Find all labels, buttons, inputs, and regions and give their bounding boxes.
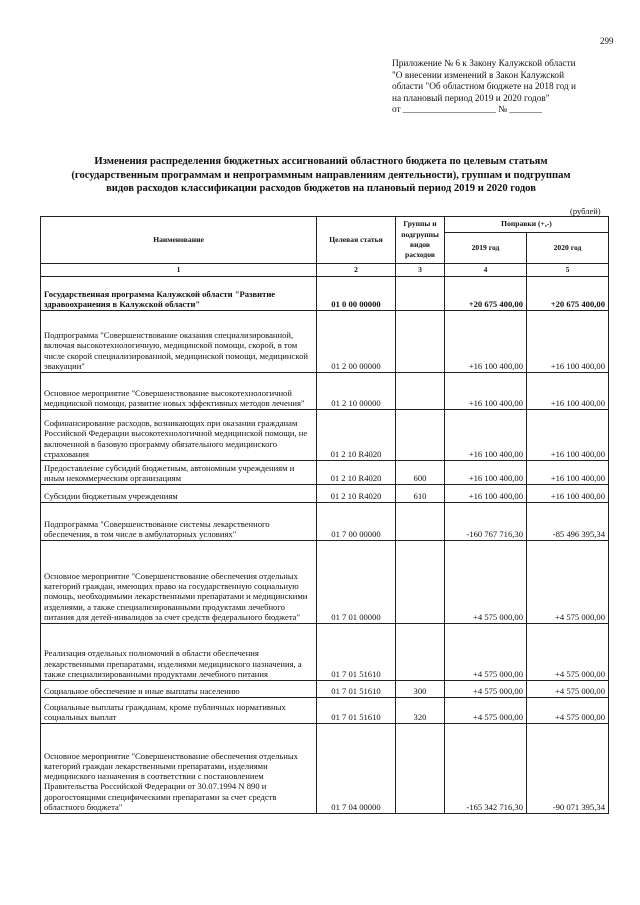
row-expense-group: [396, 277, 445, 311]
row-name: Основное мероприятие "Совершенствование обеспечения отдельных категорий граждан, имеющих право на государственную социальную помощь, необходимыми лекарственными препаратами и медицинскими изделиями, а также специализированными продуктами лечебного питания для детей-инвалидов за счет средств федерального бюджета": [41, 541, 317, 624]
row-expense-group: 300: [396, 681, 445, 698]
title-line: видов расходов классификации расходов бюджетов на плановый период 2019 и 2020 годов: [106, 183, 536, 194]
row-amount-2019: +16 100 400,00: [445, 461, 527, 485]
table-row: [41, 485, 609, 503]
row-amount-2019: -165 342 716,30: [445, 724, 527, 814]
row-expense-group: 610: [396, 485, 445, 503]
row-name: Реализация отдельных полномочий в области обеспечения лекарственными препаратами, изделиями медицинского назначения, а также специализированными продуктами лечебного питания: [41, 624, 317, 681]
row-amount-2020: +16 100 400,00: [527, 461, 609, 485]
appendix-note: [392, 59, 606, 117]
row-target-code: 01 7 01 51610: [317, 624, 396, 681]
row-amount-2020: +4 575 000,00: [527, 624, 609, 681]
row-expense-group: [396, 624, 445, 681]
col-number: 4: [445, 264, 527, 277]
table-row: [41, 698, 609, 724]
appendix-line: от ____________________ № _______: [392, 105, 542, 115]
row-amount-2020: +20 675 400,00: [527, 277, 609, 311]
row-name: Предоставление субсидий бюджетным, автономным учреждениям и иным некоммерческим организациям: [41, 461, 317, 485]
row-target-code: 01 2 10 R4020: [317, 485, 396, 503]
row-name: Субсидии бюджетным учреждениям: [41, 485, 317, 503]
row-amount-2019: +16 100 400,00: [445, 373, 527, 410]
row-target-code: 01 2 10 R4020: [317, 461, 396, 485]
row-expense-group: 600: [396, 461, 445, 485]
row-amount-2020: -85 496 395,34: [527, 503, 609, 541]
header-2020: 2020 год: [527, 233, 609, 264]
row-amount-2019: +16 100 400,00: [445, 485, 527, 503]
row-amount-2020: +4 575 000,00: [527, 698, 609, 724]
row-amount-2020: +4 575 000,00: [527, 541, 609, 624]
header-groups: Группы и подгруппы видов расходов: [396, 217, 445, 264]
row-amount-2019: +4 575 000,00: [445, 681, 527, 698]
row-amount-2020: +16 100 400,00: [527, 410, 609, 461]
row-name: Социальные выплаты гражданам, кроме публичных нормативных социальных выплат: [41, 698, 317, 724]
row-target-code: 01 0 00 00000: [317, 277, 396, 311]
appendix-line: "О внесении изменений в Закон Калужской: [392, 70, 565, 81]
table-row: [41, 503, 609, 541]
appendix-line: на плановый период 2019 и 2020 годов": [392, 93, 550, 104]
row-amount-2020: -90 071 395,34: [527, 724, 609, 814]
table-row: [41, 277, 609, 311]
row-name: Основное мероприятие "Совершенствование обеспечения отдельных категорий граждан лекарственными препаратами, изделиями медицинского назначения в соответствии с постановлением Правительства Российской Федерации от 30.07.1994 N 890 и дорогостоящими специфическими препаратами за счет средств областного бюджета": [41, 724, 317, 814]
row-target-code: 01 2 10 00000: [317, 373, 396, 410]
row-target-code: 01 7 00 00000: [317, 503, 396, 541]
row-expense-group: [396, 311, 445, 373]
row-expense-group: [396, 541, 445, 624]
row-target-code: 01 7 04 00000: [317, 724, 396, 814]
row-target-code: 01 2 00 00000: [317, 311, 396, 373]
document-title: [40, 155, 602, 196]
col-number: 2: [317, 264, 396, 277]
row-amount-2019: +4 575 000,00: [445, 541, 527, 624]
row-target-code: 01 7 01 51610: [317, 681, 396, 698]
appendix-line: Приложение № 6 к Закону Калужской области: [392, 59, 576, 69]
row-expense-group: [396, 724, 445, 814]
header-target: Целевая статья: [317, 217, 396, 264]
row-amount-2020: +16 100 400,00: [527, 311, 609, 373]
row-name: Основное мероприятие "Совершенствование высокотехнологичной медицинской помощи, развитие новых эффективных методов лечения": [41, 373, 317, 410]
title-line: Изменения распределения бюджетных ассигнований областного бюджета по целевым статьям: [94, 156, 548, 167]
row-expense-group: [396, 373, 445, 410]
row-name: Социальное обеспечение и иные выплаты населению: [41, 681, 317, 698]
row-amount-2019: +20 675 400,00: [445, 277, 527, 311]
col-number: 5: [527, 264, 609, 277]
col-number: 3: [396, 264, 445, 277]
table-row: [41, 724, 609, 814]
table-row: [41, 410, 609, 461]
row-amount-2020: +16 100 400,00: [527, 373, 609, 410]
row-expense-group: 320: [396, 698, 445, 724]
header-name: Наименование: [41, 217, 317, 264]
row-name: Государственная программа Калужской области "Развитие здравоохранения в Калужской области": [41, 277, 317, 311]
row-amount-2019: -160 767 716,30: [445, 503, 527, 541]
row-target-code: 01 2 10 R4020: [317, 410, 396, 461]
row-amount-2019: +16 100 400,00: [445, 311, 527, 373]
row-name: Подпрограмма "Совершенствование системы лекарственного обеспечения, в том числе в амбулаторных условиях": [41, 503, 317, 541]
table-row: [41, 541, 609, 624]
row-expense-group: [396, 503, 445, 541]
col-number: 1: [41, 264, 317, 277]
page-number: 299: [600, 36, 614, 46]
row-target-code: 01 7 01 51610: [317, 698, 396, 724]
row-amount-2019: +4 575 000,00: [445, 624, 527, 681]
budget-table: [40, 216, 609, 814]
appendix-line: области "Об областном бюджете на 2018 год и: [392, 82, 576, 92]
row-amount-2020: +4 575 000,00: [527, 681, 609, 698]
table-row: [41, 311, 609, 373]
table-row: [41, 373, 609, 410]
row-amount-2020: +16 100 400,00: [527, 485, 609, 503]
row-amount-2019: +4 575 000,00: [445, 698, 527, 724]
units-label: (рублей): [570, 206, 601, 216]
row-name: Софинансирование расходов, возникающих при оказании гражданам Российской Федерации высокотехнологичной медицинской помощи, не включенной в базовую программу обязательного медицинского страхования: [41, 410, 317, 461]
table-row: [41, 681, 609, 698]
row-amount-2019: +16 100 400,00: [445, 410, 527, 461]
title-line: (государственным программам и непрограммным направлениям деятельности), группам и подгруппам: [71, 169, 571, 181]
row-expense-group: [396, 410, 445, 461]
row-target-code: 01 7 01 00000: [317, 541, 396, 624]
row-name: Подпрограмма "Совершенствование оказания специализированной, включая высокотехнологичную, медицинской помощи, скорой, в том числе скорой специализированной, медицинской помощи, медицинской эвакуации": [41, 311, 317, 373]
table-row: [41, 624, 609, 681]
table-row: [41, 461, 609, 485]
header-amendments: Поправки (+,-): [445, 217, 609, 233]
header-2019: 2019 год: [445, 233, 527, 264]
